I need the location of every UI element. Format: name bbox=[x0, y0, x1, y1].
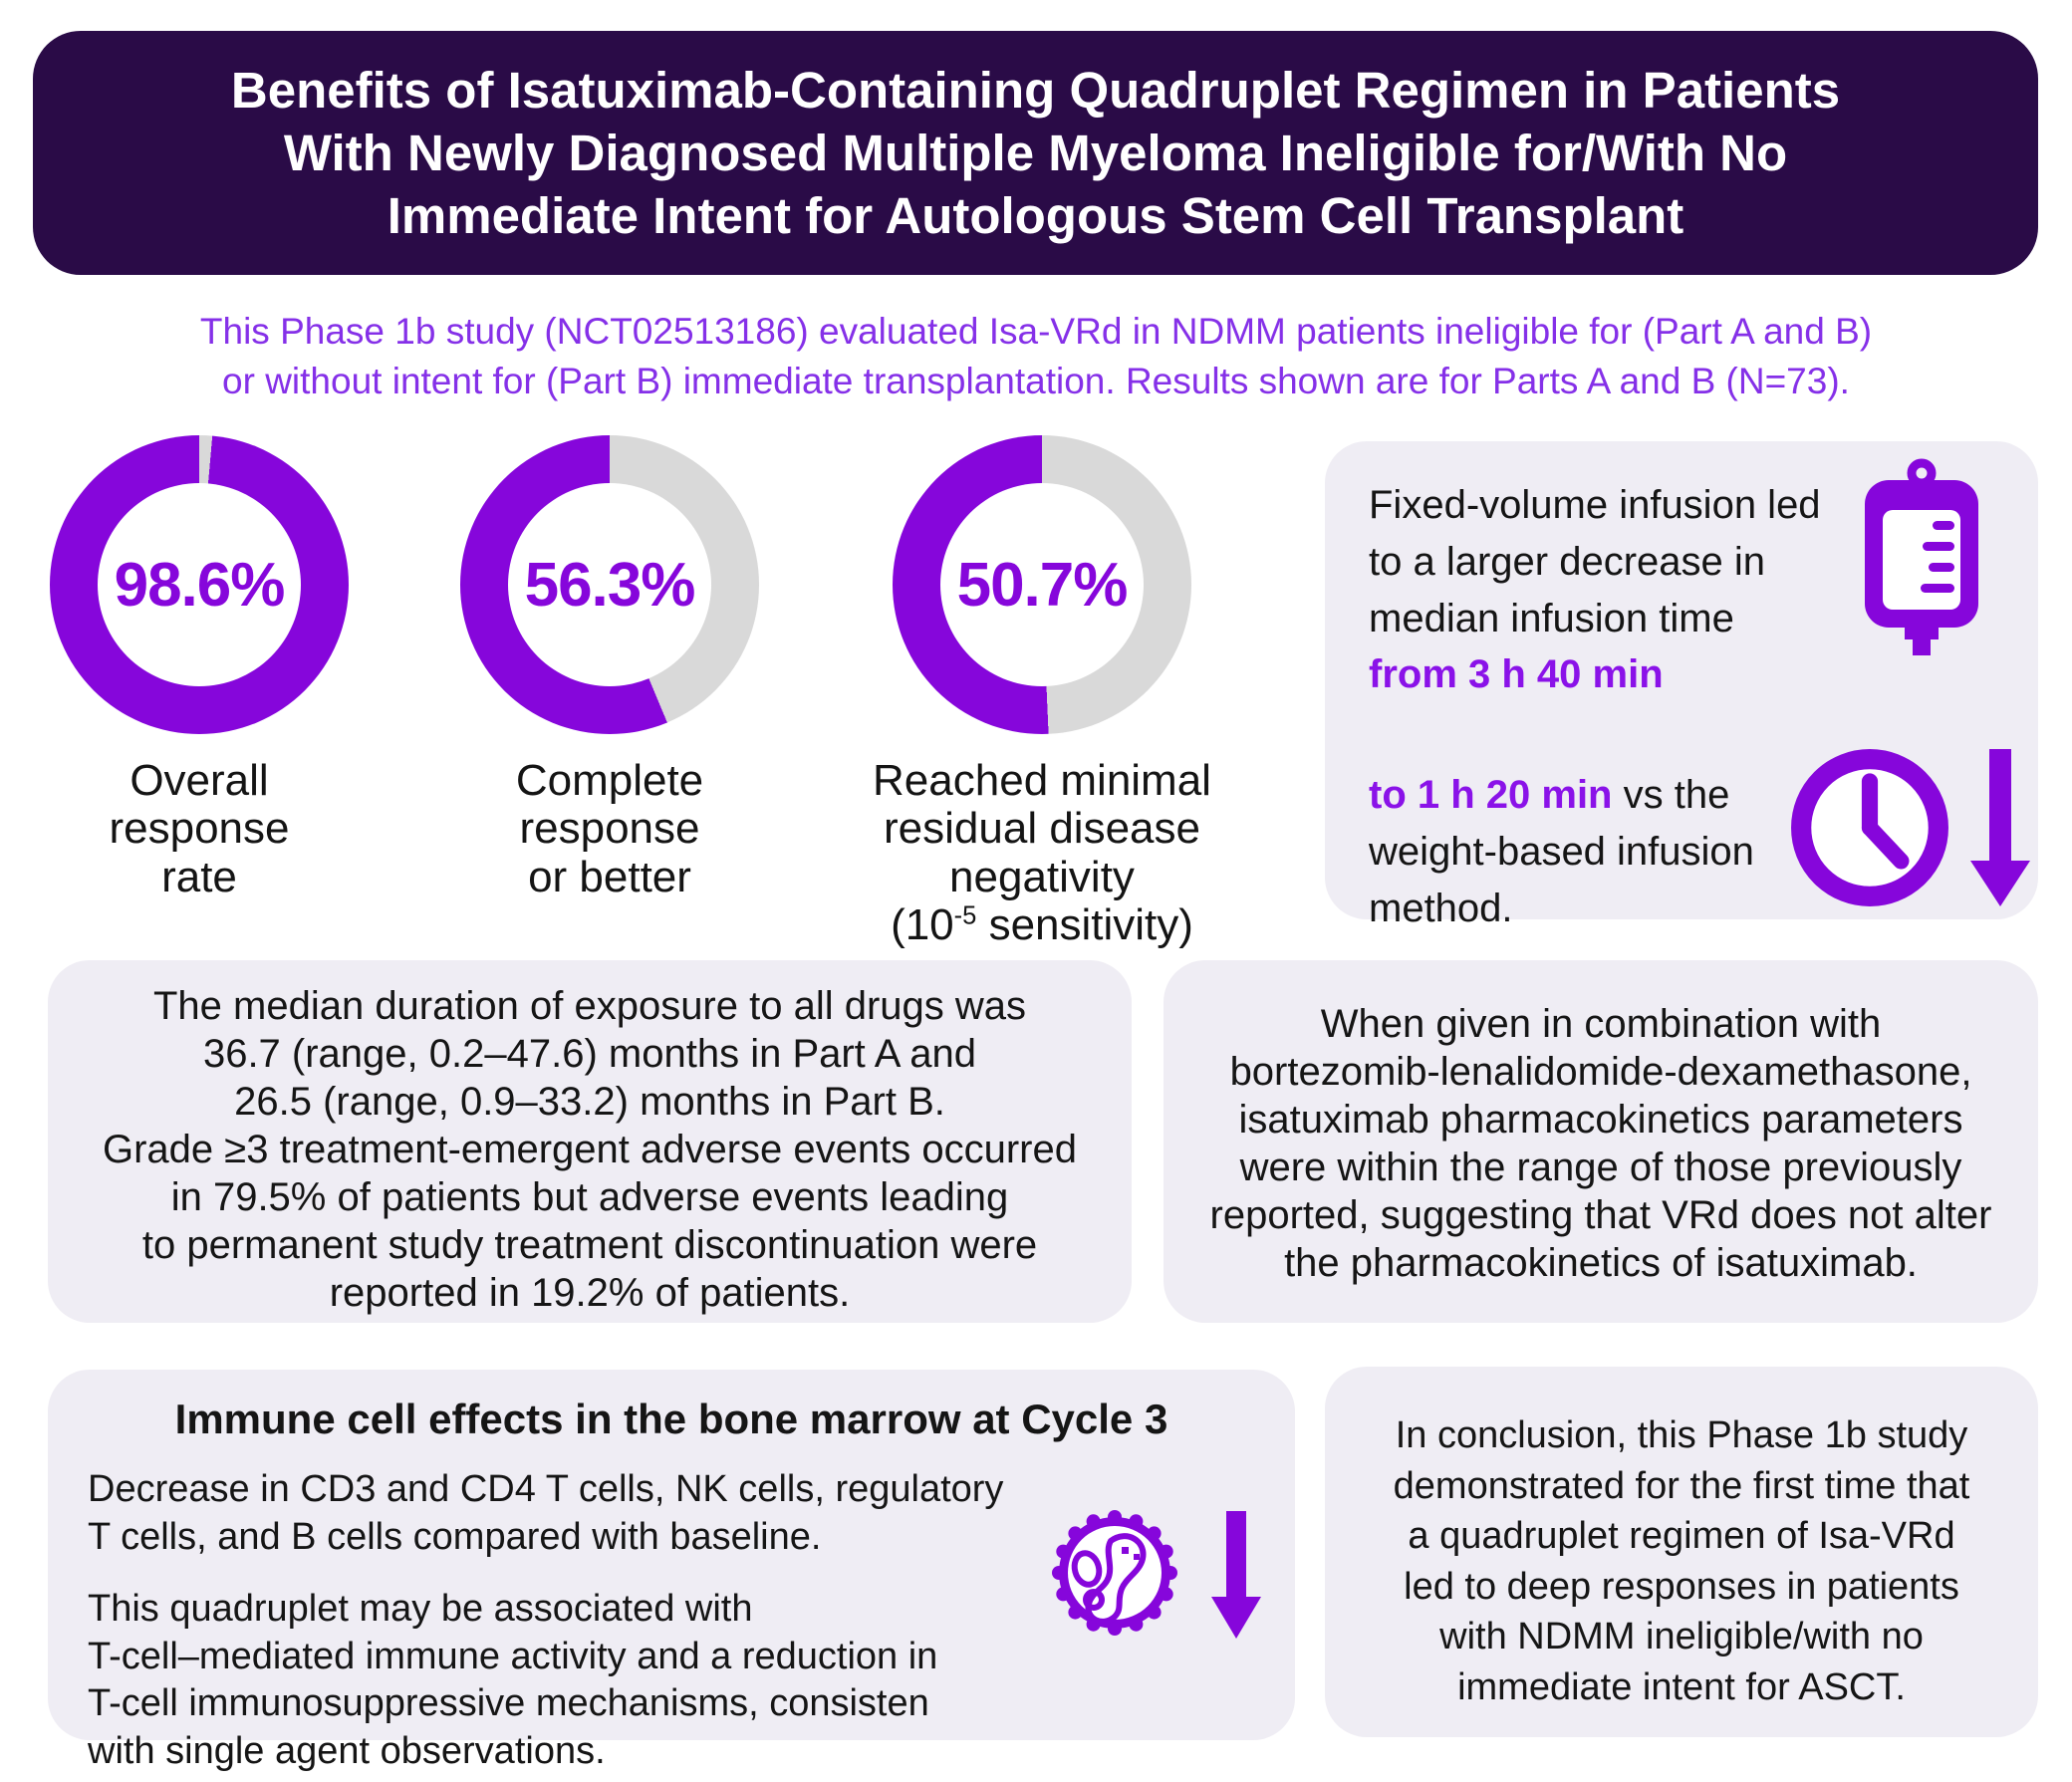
label-line: negativity bbox=[949, 852, 1135, 901]
donut-value: 50.7% bbox=[956, 550, 1128, 620]
donut-label-overall-response bbox=[0, 757, 418, 901]
study-subtitle bbox=[0, 307, 2072, 406]
infusion-to-time: to 1 h 20 min bbox=[1369, 773, 1613, 818]
text-line: reported in 19.2% of patients. bbox=[329, 1271, 851, 1315]
text-line: 26.5 (range, 0.9–33.2) months in Part B. bbox=[234, 1080, 945, 1124]
label-line: residual disease bbox=[884, 804, 1200, 854]
label-line: response bbox=[109, 804, 290, 854]
label-line: response bbox=[519, 804, 700, 854]
subtitle-line: or without intent for (Part B) immediate transplantation. Results shown are for Parts A and B (N=73). bbox=[222, 360, 1850, 401]
infusion-from-time: from 3 h 40 min bbox=[1369, 652, 1664, 697]
iv-bag-icon bbox=[1861, 458, 1982, 657]
title-banner bbox=[33, 31, 2038, 275]
donut-hole bbox=[940, 483, 1144, 686]
label-line: rate bbox=[161, 852, 237, 901]
text-line: in 79.5% of patients but adverse events leading bbox=[170, 1175, 1009, 1219]
label-line: Overall bbox=[130, 756, 269, 805]
label-line-sensitivity: ($10^{-5}$ sensitivity) bbox=[891, 900, 1193, 950]
text-line: method. bbox=[1369, 886, 1513, 930]
immune-panel-title: Immune cell effects in the bone marrow at Cycle 3 bbox=[174, 1396, 1168, 1442]
donut-value: 56.3% bbox=[524, 550, 695, 620]
text-line: to a larger decrease in bbox=[1369, 539, 1766, 584]
donut-chart-overall-response bbox=[50, 435, 349, 734]
text-line: reported, suggesting that VRd does not alter bbox=[1209, 1193, 1992, 1237]
text-line: the pharmacokinetics of isatuximab. bbox=[1284, 1241, 1918, 1285]
label-line: or better bbox=[528, 852, 691, 901]
label-line: Complete bbox=[515, 756, 704, 805]
exposure-safety-panel bbox=[48, 960, 1132, 1323]
text-line: with single agent observations. bbox=[88, 1730, 606, 1773]
text-line: When given in combination with bbox=[1320, 1002, 1882, 1046]
donut-label-mrd-negativity bbox=[823, 757, 1261, 950]
title-line: Benefits of Isatuximab-Containing Quadruplet Regimen in Patients bbox=[230, 61, 1841, 119]
text-line: to 1 h 20 min vs the bbox=[1369, 773, 1730, 818]
down-arrow-icon bbox=[1211, 1511, 1261, 1641]
clock-icon bbox=[1789, 747, 1950, 908]
pharmacokinetics-panel bbox=[1164, 960, 2038, 1323]
text-line: Decrease in CD3 and CD4 T cells, NK cells, regulatory bbox=[88, 1467, 1004, 1510]
donut-value: 98.6% bbox=[114, 550, 285, 620]
text-line: with NDMM ineligible/with no bbox=[1439, 1616, 1924, 1658]
text-line: T-cell–mediated immune activity and a reduction in bbox=[88, 1635, 938, 1677]
label-line: Reached minimal bbox=[873, 756, 1211, 805]
donut-chart-mrd-negativity bbox=[893, 435, 1191, 734]
title-line: Immediate Intent for Autologous Stem Cell Transplant bbox=[387, 187, 1684, 245]
conclusion-panel bbox=[1325, 1367, 2038, 1737]
donut-chart-complete-response bbox=[460, 435, 759, 734]
text-line: Fixed-volume infusion led bbox=[1369, 483, 1821, 527]
down-arrow-icon bbox=[1968, 749, 2032, 908]
text-line: T cells, and B cells compared with baseline. bbox=[88, 1515, 822, 1558]
text-line: were within the range of those previously bbox=[1239, 1146, 1962, 1189]
text-line: demonstrated for the first time that bbox=[1393, 1464, 1970, 1507]
text-line: The median duration of exposure to all drugs was bbox=[152, 984, 1027, 1028]
text-line: median infusion time bbox=[1369, 596, 1734, 640]
donut-label-complete-response bbox=[390, 757, 829, 901]
text-line: to permanent study treatment discontinuation were bbox=[141, 1223, 1038, 1267]
text-line: immediate intent for ASCT. bbox=[1457, 1665, 1906, 1708]
subtitle-line: This Phase 1b study (NCT02513186) evaluated Isa-VRd in NDMM patients ineligible for (Part A and B) bbox=[199, 311, 1873, 352]
text-line: weight-based infusion bbox=[1369, 829, 1754, 874]
text-line: In conclusion, this Phase 1b study bbox=[1395, 1414, 1968, 1456]
immune-paragraph-1 bbox=[88, 1466, 1029, 1562]
immune-effects-panel bbox=[48, 1370, 1295, 1773]
text-line: 36.7 (range, 0.2–47.6) months in Part A and bbox=[202, 1032, 977, 1076]
infusion-time-panel bbox=[1325, 441, 2038, 930]
immune-paragraph-2 bbox=[88, 1586, 1029, 1777]
text-line: led to deep responses in patients bbox=[1404, 1565, 1959, 1608]
title-line: With Newly Diagnosed Multiple Myeloma Ineligible for/With No bbox=[283, 124, 1788, 181]
text-line: This quadruplet may be associated with bbox=[88, 1587, 753, 1630]
text-line: isatuximab pharmacokinetics parameters bbox=[1238, 1098, 1963, 1142]
text-line: Grade ≥3 treatment-emergent adverse events occurred bbox=[103, 1128, 1077, 1171]
donut-hole bbox=[98, 483, 301, 686]
immune-cell-icon bbox=[1049, 1507, 1180, 1639]
text-line: a quadruplet regimen of Isa-VRd bbox=[1408, 1515, 1955, 1558]
text-line: bortezomib-lenalidomide-dexamethasone, bbox=[1229, 1050, 1972, 1094]
donut-hole bbox=[508, 483, 711, 686]
text-line: T-cell immunosuppressive mechanisms, consisten bbox=[88, 1682, 929, 1725]
